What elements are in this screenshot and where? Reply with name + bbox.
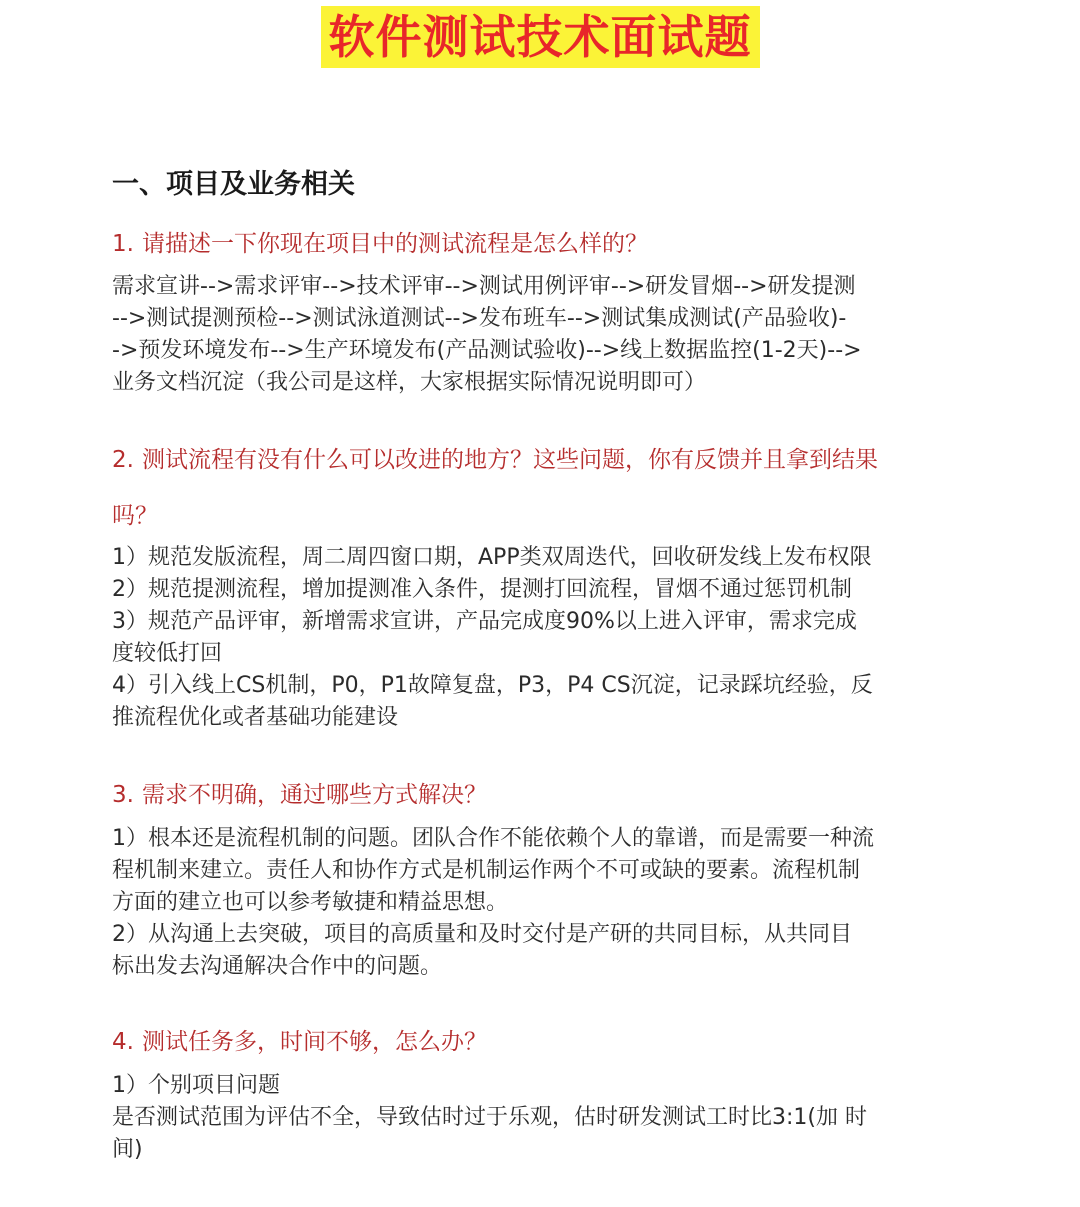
section-heading: 一、项目及业务相关 — [112, 169, 355, 200]
question-3-title — [112, 779, 972, 811]
question-2-title-continued — [112, 500, 972, 532]
answer-line: 2）从沟通上去突破，项目的高质量和及时交付是产研的共同目标，从共同目 — [112, 922, 852, 947]
answer-line: 业务文档沉淀（我公司是这样，大家根据实际情况说明即可） — [112, 370, 707, 395]
answer-line: -->测试提测预检-->测试泳道测试-->发布班车-->测试集成测试(产品验收)- — [112, 306, 847, 331]
answer-line: 是否测试范围为评估不全，导致估时过于乐观，估时研发测试工时比3:1(加 时 — [112, 1105, 867, 1130]
question-text: 请描述一下你现在项目中的测试流程是怎么样的？ — [141, 231, 648, 257]
question-4-title — [112, 1026, 972, 1058]
question-number: 1. — [112, 231, 134, 257]
answer-line: 程机制来建立。责任人和协作方式是机制运作两个不可或缺的要素。流程机制 — [112, 858, 861, 883]
page-title: 软件测试技术面试题 — [321, 6, 760, 68]
answer-line: 1）个别项目问题 — [112, 1073, 280, 1098]
answer-line: 需求宣讲-->需求评审-->技术评审-->测试用例评审-->研发冒烟-->研发提测 — [112, 274, 856, 299]
answer-line: 推流程优化或者基础功能建设 — [112, 705, 399, 730]
answer-line: 标出发去沟通解决合作中的问题。 — [112, 954, 443, 979]
question-text: 测试流程有没有什么可以改进的地方？这些问题，你有反馈并且拿到结果 — [141, 447, 878, 473]
question-text: 测试任务多，时间不够，怎么办？ — [141, 1029, 487, 1055]
answer-line: 4）引入线上CS机制，P0，P1故障复盘，P3，P4 CS沉淀，记录踩坑经验，反 — [112, 673, 873, 698]
answer-line: 1）根本还是流程机制的问题。团队合作不能依赖个人的靠谱，而是需要一种流 — [112, 826, 874, 851]
answer-line: ->预发环境发布-->生产环境发布(产品测试验收)-->线上数据监控(1-2天)--> — [112, 338, 862, 363]
question-number: 4. — [112, 1029, 134, 1055]
question-4-answer — [112, 1070, 972, 1166]
answer-line: 度较低打回 — [112, 641, 223, 666]
answer-line: 3）规范产品评审，新增需求宣讲，产品完成度90%以上进入评审，需求完成 — [112, 609, 857, 634]
question-1-title — [112, 228, 972, 260]
answer-line: 间) — [112, 1137, 143, 1162]
question-2-title — [112, 444, 972, 476]
question-number: 2. — [112, 447, 134, 473]
question-3-answer — [112, 823, 972, 983]
question-number: 3. — [112, 782, 134, 808]
title-wrapper — [0, 6, 1080, 68]
question-text: 吗？ — [112, 503, 158, 529]
question-2-answer — [112, 542, 972, 734]
answer-line: 2）规范提测流程，增加提测准入条件，提测打回流程，冒烟不通过惩罚机制 — [112, 577, 852, 602]
question-text: 需求不明确，通过哪些方式解决？ — [141, 782, 487, 808]
answer-line: 方面的建立也可以参考敏捷和精益思想。 — [112, 890, 509, 915]
question-1-answer — [112, 271, 972, 399]
answer-line: 1）规范发版流程，周二周四窗口期，APP类双周迭代，回收研发线上发布权限 — [112, 545, 872, 570]
